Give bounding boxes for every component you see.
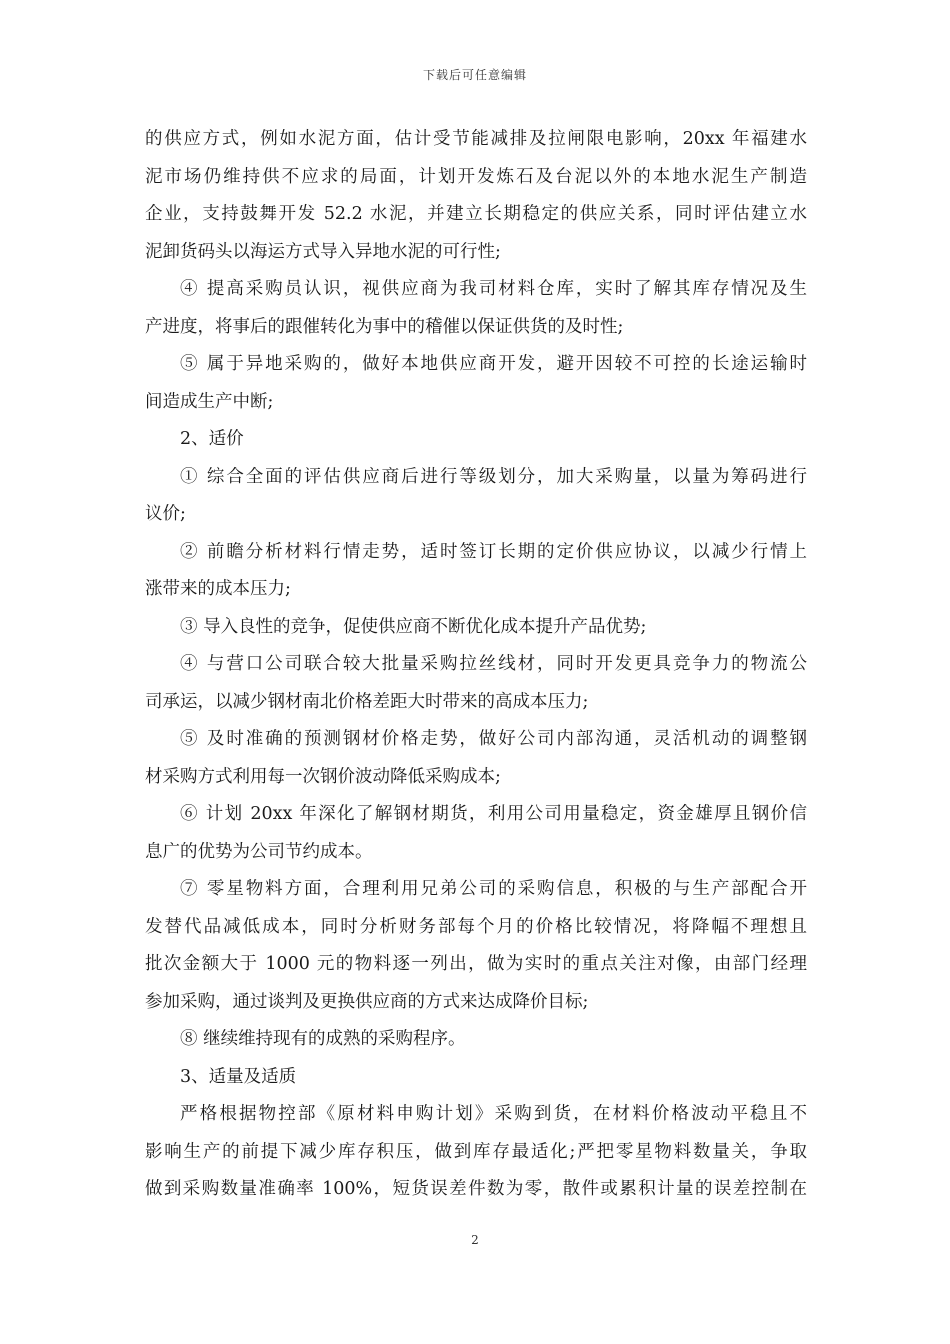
paragraph-line: ⑤ 属于异地采购的，做好本地供应商开发，避开因较不可控的长途运输时 bbox=[180, 354, 807, 374]
paragraph-line: 泥卸货码头以海运方式导入异地水泥的可行性; bbox=[145, 241, 501, 262]
paragraph-line: 影响生产的前提下减少库存积压，做到库存最适化;严把零星物料数量关，争取 bbox=[145, 1141, 807, 1162]
paragraph-line: 议价; bbox=[145, 504, 186, 524]
paragraph-line: ④ 提高采购员认识，视供应商为我司材料仓库，实时了解其库存情况及生 bbox=[180, 279, 807, 299]
paragraph-line: ① 综合全面的评估供应商后进行等级划分，加大采购量，以量为筹码进行 bbox=[180, 466, 807, 487]
paragraph-line: 材采购方式利用每一次钢价波动降低采购成本; bbox=[145, 766, 501, 787]
paragraph-line: ⑥ 计划 20xx 年深化了解钢材期货，利用公司用量稳定，资金雄厚且钢价信 bbox=[180, 804, 807, 824]
paragraph-line: 批次金额大于 1000 元的物料逐一列出，做为实时的重点关注对像，由部门经理 bbox=[145, 954, 807, 974]
section-heading: 2、适价 bbox=[180, 429, 244, 449]
paragraph-line: ② 前瞻分析材料行情走势，适时签订长期的定价供应协议，以减少行情上 bbox=[180, 541, 807, 562]
paragraph-line: 参加采购，通过谈判及更换供应商的方式来达成降价目标; bbox=[145, 991, 589, 1012]
paragraph-line: 的供应方式，例如水泥方面，估计受节能减排及拉闸限电影响，20xx 年福建水 bbox=[145, 129, 807, 149]
document-body bbox=[145, 121, 807, 1209]
paragraph-line: ⑦ 零星物料方面，合理利用兄弟公司的采购信息，积极的与生产部配合开 bbox=[180, 879, 807, 899]
paragraph-line: 产进度，将事后的跟催转化为事中的稽催以保证供货的及时性; bbox=[145, 316, 624, 337]
paragraph-line: 做到采购数量准确率 100%，短货误差件数为零，散件或累积计量的误差控制在 bbox=[145, 1179, 807, 1199]
paragraph-line: 严格根据物控部《原材料申购计划》采购到货，在材料价格波动平稳且不 bbox=[180, 1104, 807, 1124]
paragraph-line: ⑤ 及时准确的预测钢材价格走势，做好公司内部沟通，灵活机动的调整钢 bbox=[180, 729, 807, 749]
paragraph-line: 司承运，以减少钢材南北价格差距大时带来的高成本压力; bbox=[145, 691, 589, 712]
page-header: 下载后可任意编辑 bbox=[422, 68, 527, 82]
paragraph-line: ③ 导入良性的竞争，促使供应商不断优化成本提升产品优势; bbox=[180, 616, 647, 637]
page-number: 2 bbox=[471, 1233, 479, 1247]
section-heading: 3、适量及适质 bbox=[180, 1066, 297, 1087]
paragraph-line: 涨带来的成本压力; bbox=[145, 579, 291, 599]
paragraph-line: 间造成生产中断; bbox=[145, 391, 274, 412]
paragraph-line: 发替代品减低成本，同时分析财务部每个月的价格比较情况，将降幅不理想且 bbox=[145, 916, 807, 937]
paragraph-line: 泥市场仍维持供不应求的局面，计划开发炼石及台泥以外的本地水泥生产制造 bbox=[145, 166, 807, 187]
paragraph-line: ⑧ 继续维持现有的成熟的采购程序。 bbox=[180, 1029, 466, 1049]
paragraph-line: 息广的优势为公司节约成本。 bbox=[145, 841, 373, 862]
paragraph-line: ④ 与营口公司联合较大批量采购拉丝线材，同时开发更具竞争力的物流公 bbox=[180, 654, 807, 674]
paragraph-line: 企业，支持鼓舞开发 52.2 水泥，并建立长期稳定的供应关系，同时评估建立水 bbox=[145, 204, 807, 224]
